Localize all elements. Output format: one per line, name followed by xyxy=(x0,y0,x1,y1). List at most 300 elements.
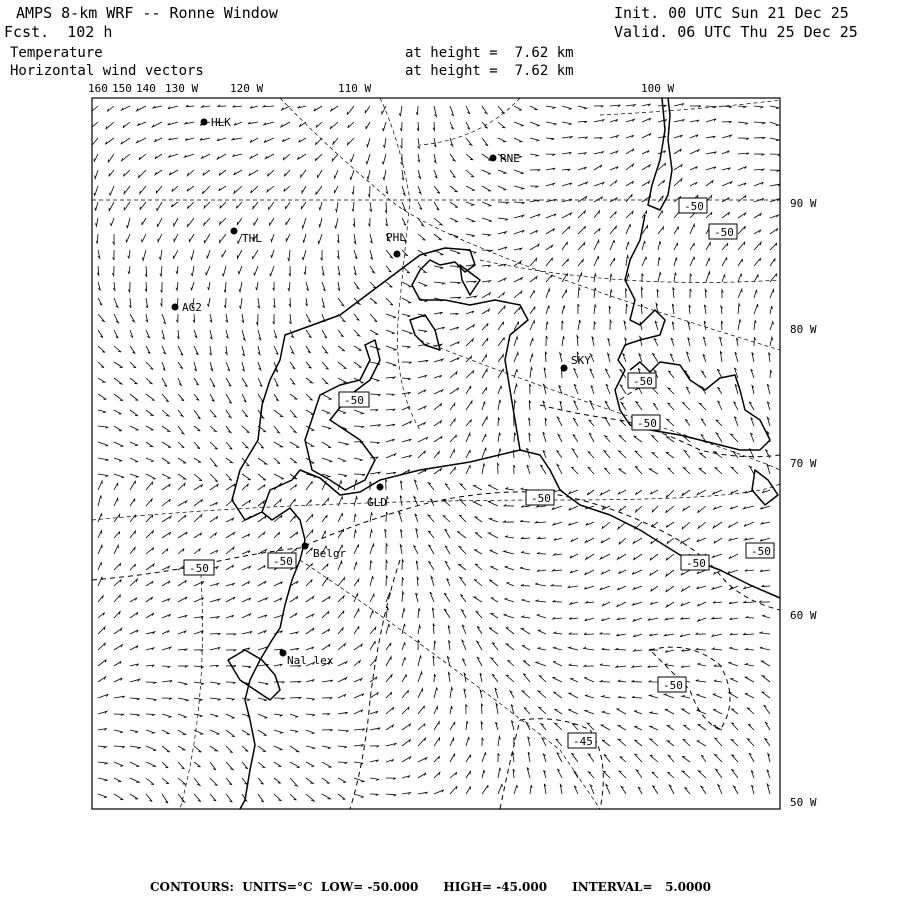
wind-vector xyxy=(210,778,217,786)
wind-vector xyxy=(303,234,306,243)
wind-vector xyxy=(338,662,347,667)
wind-vector xyxy=(402,346,410,348)
wind-vector xyxy=(130,442,138,446)
wind-vector xyxy=(322,362,329,369)
wind-vector xyxy=(652,772,658,778)
wind-vector xyxy=(626,242,629,250)
wind-vector xyxy=(146,730,155,733)
wind-vector xyxy=(555,723,562,730)
wind-vector xyxy=(685,788,691,795)
wind-vector xyxy=(572,449,578,458)
wind-vector xyxy=(114,595,121,602)
wind-vector xyxy=(220,202,226,208)
wind-vector xyxy=(527,465,530,474)
wind-vector xyxy=(146,458,154,461)
wind-vector xyxy=(698,771,706,778)
wind-vector xyxy=(495,688,498,698)
wind-vector xyxy=(450,170,455,178)
wind-vector xyxy=(658,272,661,282)
wind-vector xyxy=(666,554,674,560)
wind-vector xyxy=(706,181,713,187)
wind-vector xyxy=(114,474,124,478)
wind-vector xyxy=(290,632,298,634)
wind-vector xyxy=(191,282,194,290)
lon-label-50: 50 W xyxy=(790,796,817,809)
wind-vector xyxy=(210,647,220,650)
svg-text:-50: -50 xyxy=(531,492,551,505)
wind-vector xyxy=(322,629,330,634)
wind-vector xyxy=(178,762,184,769)
wind-vector xyxy=(650,739,658,746)
wind-vector xyxy=(98,474,108,477)
wind-vector xyxy=(162,762,168,768)
wind-vector xyxy=(217,154,226,159)
wind-vector xyxy=(748,724,754,730)
wind-vector xyxy=(354,544,359,554)
wind-vector xyxy=(461,610,466,618)
wind-vector xyxy=(274,682,285,684)
wind-vector xyxy=(697,710,707,714)
wind-vector xyxy=(338,529,344,538)
wind-vector xyxy=(274,378,278,386)
wind-vector xyxy=(530,230,538,234)
svg-text:-50: -50 xyxy=(273,555,293,568)
wind-vector xyxy=(633,586,642,589)
wind-vector xyxy=(433,656,435,666)
wind-vector xyxy=(274,794,281,801)
wind-vector xyxy=(770,215,778,218)
wind-vector xyxy=(290,746,299,752)
wind-vector xyxy=(352,202,354,212)
wind-vector xyxy=(193,314,195,323)
wind-vector xyxy=(370,250,373,260)
wind-vector xyxy=(498,170,506,174)
wind-vector xyxy=(226,394,232,403)
wind-vector xyxy=(146,394,155,400)
wind-vector xyxy=(187,202,194,209)
wind-vector xyxy=(256,314,258,325)
wind-vector xyxy=(530,290,534,298)
wind-vector xyxy=(210,682,220,685)
wind-vector xyxy=(162,346,166,354)
wind-vector xyxy=(226,458,233,463)
lon-label-80: 80 W xyxy=(790,323,817,336)
wind-vector xyxy=(696,680,706,682)
wind-vector xyxy=(402,298,411,303)
wind-vector xyxy=(626,164,633,170)
wind-vector xyxy=(459,499,466,506)
wind-vector xyxy=(367,138,370,147)
wind-vector xyxy=(562,169,570,171)
wind-vector xyxy=(482,218,492,222)
wind-vector xyxy=(121,138,130,144)
wind-vector xyxy=(466,296,477,298)
wind-vector xyxy=(482,170,491,174)
wind-vector xyxy=(210,550,218,554)
wind-vector xyxy=(590,401,594,411)
wind-vector xyxy=(721,306,723,314)
wind-vector xyxy=(754,275,758,283)
wind-vector xyxy=(416,593,418,602)
wind-vector xyxy=(674,273,676,283)
wind-vector xyxy=(762,676,770,682)
wind-vector xyxy=(162,410,169,416)
wind-vector xyxy=(738,319,741,330)
wind-vector xyxy=(706,272,710,282)
wind-vector xyxy=(482,265,491,267)
wind-vector xyxy=(370,314,377,322)
wind-vector xyxy=(191,250,194,260)
wind-vector xyxy=(562,213,572,218)
wind-vector xyxy=(474,580,482,587)
wind-vector xyxy=(290,378,295,385)
wind-vector xyxy=(178,515,186,522)
wind-vector xyxy=(354,426,364,428)
wind-vector xyxy=(114,298,118,308)
wind-vector xyxy=(717,387,722,394)
wind-vector xyxy=(338,474,347,477)
wind-vector xyxy=(354,410,364,414)
wind-vector xyxy=(274,582,283,586)
wind-vector xyxy=(618,680,626,682)
wind-vector xyxy=(318,170,323,178)
wind-vector xyxy=(130,698,140,700)
wind-vector xyxy=(168,122,178,125)
wind-vector xyxy=(466,755,471,762)
wind-vector xyxy=(498,247,507,250)
contour-label xyxy=(339,392,369,407)
wind-vector xyxy=(745,694,754,699)
wind-vector xyxy=(754,230,761,234)
wind-vector xyxy=(498,400,501,410)
wind-vector xyxy=(670,354,674,362)
wind-vector xyxy=(402,421,412,426)
wind-vector xyxy=(450,435,457,442)
wind-vector xyxy=(322,730,333,732)
wind-vector xyxy=(318,234,322,244)
wind-vector xyxy=(402,577,404,586)
wind-vector xyxy=(498,337,504,346)
wind-vector xyxy=(256,282,258,290)
wind-vector xyxy=(354,626,359,634)
wind-vector xyxy=(225,346,227,354)
wind-vector xyxy=(722,290,724,298)
wind-vector xyxy=(760,570,770,572)
wind-vector xyxy=(219,186,226,191)
wind-vector xyxy=(274,474,284,479)
wind-vector xyxy=(770,243,777,250)
wind-vector xyxy=(648,618,658,620)
wind-vector xyxy=(258,442,264,448)
wind-vector xyxy=(571,538,578,542)
wind-vector xyxy=(759,601,770,603)
wind-vector xyxy=(263,105,274,107)
wind-vector xyxy=(616,648,626,650)
wind-vector xyxy=(269,218,274,226)
wind-vector xyxy=(568,586,578,588)
wind-vector xyxy=(586,522,594,525)
wind-vector xyxy=(514,278,522,282)
wind-vector xyxy=(552,569,562,571)
wind-vector xyxy=(767,384,770,394)
wind-vector xyxy=(553,662,562,666)
wind-vector xyxy=(130,410,138,416)
wind-vector xyxy=(445,484,450,490)
wind-vector xyxy=(321,250,323,260)
wind-vector xyxy=(174,234,178,242)
wind-vector xyxy=(162,714,171,717)
wind-vector xyxy=(749,466,754,474)
wind-vector xyxy=(400,545,402,554)
wind-vector xyxy=(754,290,757,298)
wind-vector xyxy=(514,170,524,174)
wind-vector xyxy=(466,371,474,379)
wind-vector xyxy=(428,483,434,490)
wind-vector xyxy=(402,455,411,458)
wind-vector xyxy=(226,426,231,433)
wind-vector xyxy=(402,202,406,211)
wind-vector xyxy=(298,106,306,108)
wind-vector xyxy=(194,762,201,767)
wind-vector xyxy=(226,474,232,480)
wind-vector xyxy=(557,753,562,762)
wind-vector xyxy=(635,754,643,762)
wind-vector xyxy=(600,664,610,666)
wind-vector xyxy=(178,426,184,434)
wind-vector xyxy=(162,794,168,803)
wind-vector xyxy=(98,330,103,338)
wind-vector xyxy=(383,154,387,164)
wind-vector xyxy=(716,769,723,778)
wind-vector xyxy=(337,234,339,243)
wind-vector xyxy=(530,244,539,250)
wind-vector xyxy=(738,183,746,186)
wind-vector xyxy=(728,570,738,574)
wind-vector xyxy=(297,154,306,160)
wind-vector xyxy=(354,762,363,764)
wind-vector xyxy=(674,104,684,107)
wind-vector xyxy=(250,106,258,108)
wind-vector xyxy=(258,458,267,464)
wind-vector xyxy=(562,321,563,330)
wind-vector xyxy=(94,186,98,196)
wind-vector xyxy=(652,436,658,443)
wind-vector xyxy=(226,682,236,684)
wind-vector xyxy=(418,689,423,698)
wind-vector xyxy=(768,754,770,763)
wind-vector xyxy=(466,202,474,205)
wind-vector xyxy=(155,138,162,142)
wind-vector xyxy=(402,378,411,380)
wind-vector xyxy=(738,167,747,171)
wind-vector xyxy=(242,762,248,769)
wind-vector xyxy=(322,680,333,682)
wind-vector xyxy=(122,154,130,161)
wind-vector xyxy=(761,661,770,666)
wind-vector xyxy=(155,154,162,159)
wind-vector xyxy=(514,369,517,378)
wind-vector xyxy=(146,581,153,586)
wind-vector xyxy=(335,218,338,228)
wind-vector xyxy=(178,483,185,490)
wind-vector xyxy=(578,304,579,314)
wind-vector xyxy=(334,170,338,179)
wind-vector xyxy=(98,531,102,538)
wind-vector xyxy=(482,234,490,236)
wind-vector xyxy=(459,565,466,571)
wind-vector xyxy=(432,608,434,618)
wind-vector xyxy=(728,662,738,666)
wind-vector xyxy=(98,778,108,781)
wind-vector xyxy=(114,563,121,570)
wind-vector xyxy=(543,450,546,458)
wind-vector xyxy=(602,696,610,699)
wind-vector xyxy=(146,682,156,684)
wind-vector xyxy=(682,649,691,651)
wind-vector xyxy=(162,681,172,683)
wind-vector xyxy=(146,632,155,634)
wind-vector xyxy=(258,746,266,752)
wind-vector xyxy=(514,352,518,362)
wind-vector xyxy=(619,469,627,474)
wind-vector xyxy=(466,170,474,177)
wind-vector xyxy=(587,723,594,730)
wind-vector xyxy=(160,298,162,306)
wind-vector xyxy=(722,212,730,218)
wind-vector xyxy=(626,288,628,298)
wind-vector xyxy=(641,287,643,298)
wind-vector xyxy=(754,304,758,314)
wind-vector xyxy=(210,502,218,506)
wind-vector xyxy=(210,484,218,490)
wind-vector xyxy=(218,105,227,107)
wind-vector xyxy=(610,181,617,186)
wind-vector xyxy=(386,575,388,586)
wind-vector xyxy=(258,501,264,506)
wind-vector xyxy=(146,597,153,602)
wind-vector xyxy=(124,186,130,194)
wind-vector xyxy=(194,650,203,652)
station-dot-phl xyxy=(394,251,401,258)
wind-vector xyxy=(765,739,770,746)
wind-vector xyxy=(418,138,420,149)
svg-text:-45: -45 xyxy=(573,735,593,748)
wind-vector xyxy=(169,154,178,157)
wind-vector xyxy=(537,570,546,572)
wind-vector xyxy=(284,170,290,176)
wind-vector xyxy=(684,451,690,459)
wind-vector xyxy=(632,570,642,574)
wind-vector xyxy=(348,122,354,128)
wind-vector xyxy=(450,122,454,129)
wind-vector xyxy=(234,170,242,175)
wind-vector xyxy=(505,536,514,538)
wind-vector xyxy=(128,282,130,292)
wind-vector xyxy=(434,138,436,147)
wind-vector xyxy=(698,522,706,528)
wind-vector xyxy=(289,298,291,307)
wind-vector xyxy=(450,388,459,394)
wind-vector xyxy=(274,394,279,401)
wind-vector xyxy=(242,566,251,570)
wind-vector xyxy=(226,583,234,586)
wind-vector xyxy=(112,266,114,276)
wind-vector xyxy=(306,647,314,650)
wind-vector xyxy=(735,352,738,362)
wind-vector xyxy=(258,378,262,387)
wind-vector xyxy=(434,170,437,178)
wind-vector xyxy=(490,566,498,570)
wind-vector xyxy=(242,746,248,751)
wind-vector xyxy=(418,792,428,794)
wind-vector xyxy=(642,257,646,266)
wind-vector xyxy=(386,607,389,618)
wind-vector xyxy=(306,314,311,322)
wind-vector xyxy=(401,481,403,490)
wind-vector xyxy=(524,708,530,715)
wind-vector xyxy=(560,785,562,795)
wind-vector xyxy=(668,403,675,410)
wind-vector xyxy=(666,602,674,607)
wind-vector xyxy=(738,153,749,155)
wind-vector xyxy=(418,724,425,731)
wind-vector xyxy=(130,474,139,477)
wind-vector xyxy=(114,714,124,716)
wind-vector xyxy=(514,307,520,314)
wind-vector xyxy=(130,531,135,538)
wind-vector xyxy=(418,360,428,362)
wind-vector xyxy=(370,794,379,796)
wind-vector xyxy=(258,615,267,618)
wind-vector xyxy=(128,266,130,274)
wind-vector xyxy=(466,138,472,145)
wind-vector xyxy=(319,202,322,210)
wind-vector xyxy=(137,122,146,126)
wind-vector xyxy=(267,186,274,192)
wind-vector xyxy=(762,585,771,587)
wind-vector xyxy=(266,154,275,159)
wind-vector xyxy=(178,698,189,701)
wind-vector xyxy=(474,597,482,602)
wind-vector xyxy=(770,289,774,298)
wind-vector xyxy=(690,243,694,250)
wind-vector xyxy=(658,241,661,250)
wind-vector xyxy=(130,564,136,570)
wind-vector xyxy=(354,497,357,506)
wind-vector xyxy=(690,120,699,122)
wind-vector xyxy=(418,423,425,427)
wind-vector xyxy=(128,250,130,259)
wind-vector xyxy=(482,281,491,283)
wind-vector xyxy=(370,560,372,570)
field-name-wind: Horizontal wind vectors xyxy=(10,63,204,79)
wind-vector xyxy=(368,186,370,197)
wind-vector xyxy=(258,485,265,490)
wind-vector xyxy=(600,490,610,495)
wind-vector xyxy=(619,451,627,458)
wind-vector xyxy=(139,154,146,160)
wind-vector xyxy=(178,394,184,401)
wind-vector xyxy=(306,698,315,700)
wind-vector xyxy=(162,566,169,570)
wind-vector xyxy=(178,580,187,586)
wind-vector xyxy=(418,625,421,634)
wind-vector xyxy=(604,755,610,763)
wind-vector xyxy=(114,730,123,733)
wind-vector xyxy=(460,484,466,490)
wind-vector xyxy=(330,122,338,129)
wind-vector xyxy=(98,596,103,602)
